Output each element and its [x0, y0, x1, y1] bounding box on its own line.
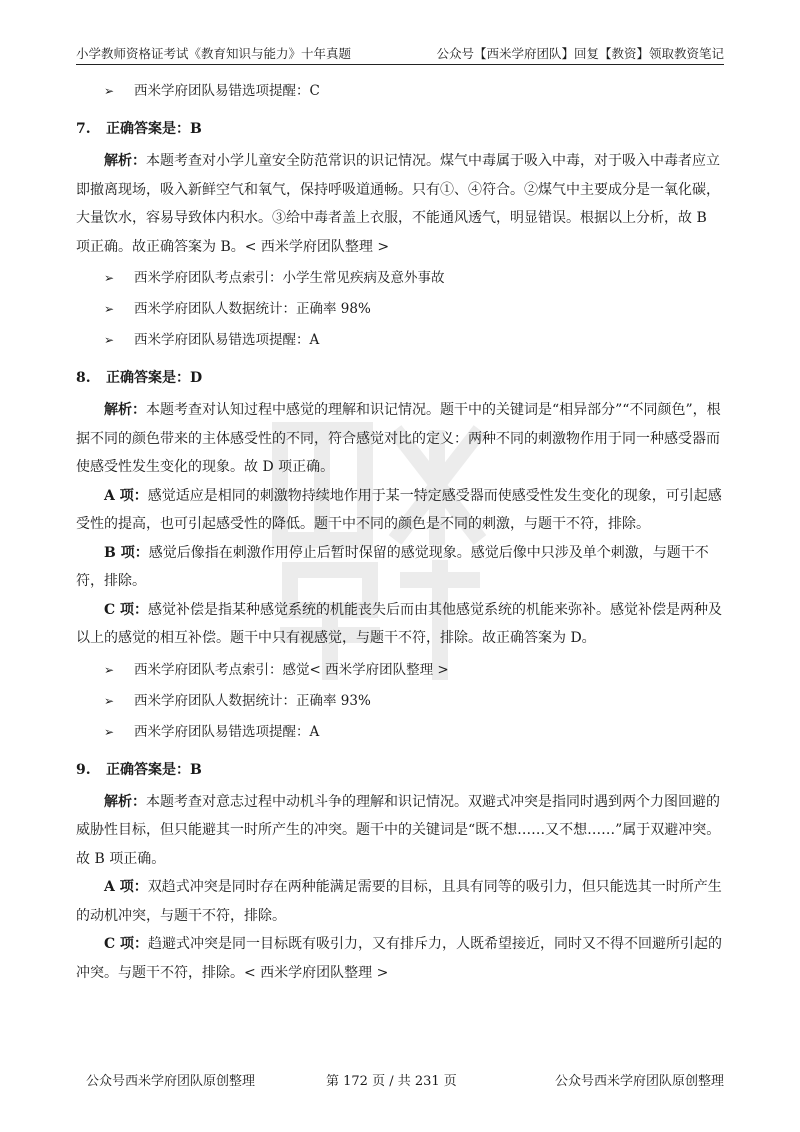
- paragraph: [76, 873, 724, 930]
- answer-value: D: [190, 370, 203, 386]
- arrow-bullet-icon: ➢: [104, 271, 115, 285]
- bullet-item: [76, 296, 724, 323]
- bullet-item: [76, 688, 724, 715]
- paragraph-text: 本题考查对认知过程中感觉的理解和识记情况。题干中的关键词是“相异部分”“不同颜色”，根据不同的颜色带来的主体感受性的不同，符合感觉对比的定义：两种不同的刺激物作用于同一种感受器而使感受性发生变化的现象。故 D 项正确。: [76, 402, 721, 475]
- paragraph: [76, 539, 724, 596]
- bullet-value: 感觉< 西米学府团队整理 >: [282, 661, 449, 678]
- bullet-item: [76, 657, 724, 684]
- bullet-value: 正确率 98%: [296, 301, 371, 317]
- answer-line: [76, 756, 724, 784]
- bullet-item: [76, 719, 724, 746]
- header-title: 小学教师资格证考试《教育知识与能力》十年真题: [76, 46, 352, 61]
- bullet-label: 西米学府团队易错选项提醒：: [134, 332, 310, 348]
- paragraph-label: A 项：: [104, 879, 148, 895]
- answer-line: [76, 115, 724, 143]
- paragraph: [76, 788, 724, 874]
- answer-label: 正确答案是：: [106, 121, 190, 137]
- question-number: 7.: [76, 121, 91, 137]
- paragraph-label: C 项：: [104, 936, 149, 952]
- question-7: [76, 115, 724, 354]
- bullet-item: [76, 327, 724, 354]
- paragraph: [76, 930, 724, 987]
- question-number: 9.: [76, 761, 91, 778]
- answer-label: 正确答案是：: [106, 761, 190, 778]
- bullet-label: 西米学府团队人数据统计：: [134, 301, 296, 317]
- top-bullet: [76, 78, 724, 105]
- answer-value: B: [190, 121, 202, 137]
- page-number: 第 172 页 / 共 231 页: [326, 1074, 457, 1089]
- page-header: [76, 40, 724, 65]
- paragraph-text: 本题考查对意志过程中动机斗争的理解和识记情况。双避式冲突是指同时遇到两个力图回避的威胁性目标，但只能避其一时所产生的冲突。题干中的关键词是“既不想……又不想……”属于双避冲突。故 B 项正确。: [76, 793, 721, 867]
- bullet-label: 西米学府团队考点索引：: [134, 270, 283, 286]
- paragraph-text: 趋避式冲突是同一目标既有吸引力，又有排斥力，人既希望接近，同时又不得不回避所引起的冲突。与题干不符，排除。< 西米学府团队整理 >: [76, 936, 723, 981]
- bullet-label: 西米学府团队考点索引：: [134, 661, 283, 678]
- footer-left: 公众号西米学府团队原创整理: [86, 1074, 256, 1089]
- bullet-label: 西米学府团队人数据统计：: [134, 692, 296, 709]
- footer-right: 公众号西米学府团队原创整理: [554, 1074, 724, 1089]
- paragraph-label: C 项：: [104, 601, 149, 618]
- paragraph: [76, 147, 724, 261]
- arrow-bullet-icon: ➢: [104, 302, 115, 316]
- arrow-bullet-icon: ➢: [104, 662, 115, 677]
- bullet-item: [76, 265, 724, 292]
- arrow-bullet-icon: ➢: [104, 333, 115, 347]
- header-promo: 公众号【西米学府团队】回复【教资】领取教资笔记: [436, 46, 724, 61]
- paragraph-text: 本题考查对小学儿童安全防范常识的识记情况。煤气中毒属于吸入中毒，对于吸入中毒者应立即撤离现场，吸入新鲜空气和氧气，保持呼吸道通畅。只有①、④符合。②煤气中主要成分是一氧化碳，大量饮水，容易导致体内积水。③给中毒者盖上衣服，不能通风透气，明显错误。根据以上分析，故 B 项正确。故正确答案为 B。< 西米学府团队整理 >: [76, 153, 720, 255]
- bullet-value: A: [309, 332, 320, 348]
- page-content: [76, 74, 724, 987]
- paragraph-text: 感觉适应是相同的刺激物持续地作用于某一特定感受器而使感受性发生变化的现象，可引起感受性的提高，也可引起感受性的降低。题干中不同的颜色是不同的刺激，与题干不符，排除。: [76, 487, 722, 532]
- question-9: [76, 756, 724, 988]
- paragraph-label: 解析：: [104, 793, 146, 810]
- page-footer: [86, 1070, 724, 1094]
- answer-line: [76, 364, 724, 392]
- paragraph-text: 双趋式冲突是同时存在两种能满足需要的目标，且具有同等的吸引力，但只能选其一时所产生的动机冲突，与题干不符，排除。: [76, 879, 722, 924]
- paragraph: [76, 482, 724, 539]
- paragraph-label: 解析：: [104, 402, 146, 418]
- bullet-value: C: [309, 83, 320, 99]
- arrow-bullet-icon: ➢: [104, 724, 115, 739]
- arrow-bullet-icon: ➢: [104, 693, 115, 708]
- bullet-value: 正确率 93%: [296, 692, 371, 709]
- paragraph-text: 感觉后像指在刺激作用停止后暂时保留的感觉现象。感觉后像中只涉及单个刺激，与题干不符，排除。: [76, 544, 709, 589]
- paragraph-label: B 项：: [104, 544, 149, 561]
- paragraph: [76, 396, 724, 482]
- answer-value: B: [190, 761, 202, 778]
- bullet-label: 西米学府团队易错选项提醒：: [134, 83, 310, 99]
- paragraph-label: 解析：: [104, 153, 146, 169]
- question-number: 8.: [76, 370, 91, 386]
- answer-label: 正确答案是：: [106, 370, 190, 386]
- question-8: [76, 364, 724, 746]
- arrow-bullet-icon: ➢: [104, 84, 115, 98]
- bullet-value: 小学生常见疾病及意外事故: [282, 270, 445, 286]
- bullet-value: A: [309, 723, 320, 740]
- bullet-label: 西米学府团队易错选项提醒：: [134, 723, 310, 740]
- paragraph: [76, 596, 724, 653]
- paragraph-label: A 项：: [104, 487, 148, 504]
- paragraph-text: 感觉补偿是指某种感觉系统的机能丧失后而由其他感觉系统的机能来弥补。感觉补偿是两种及以上的感觉的相互补偿。题干中只有视感觉，与题干不符，排除。故正确答案为 D。: [76, 601, 723, 646]
